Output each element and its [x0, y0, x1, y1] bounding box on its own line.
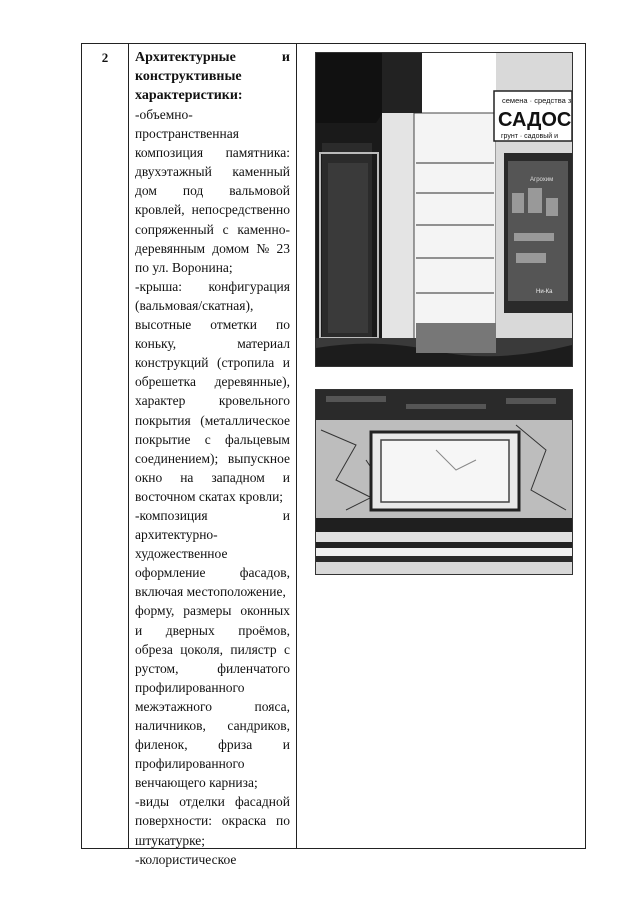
text-word: двухэтажный: [135, 164, 212, 180]
text-word: штукатурке;: [135, 832, 206, 848]
text-word: памятника:: [225, 145, 290, 161]
text-line: [135, 181, 290, 200]
characteristics-table: [81, 43, 586, 867]
text-word: художественное: [135, 546, 228, 562]
text-line: [135, 67, 290, 86]
text-word: -колористическое: [135, 851, 237, 867]
sign-main-text: САДОС: [498, 109, 572, 131]
text-word: форму,: [135, 603, 175, 619]
text-line: [135, 640, 290, 659]
text-line: [135, 143, 290, 162]
text-line: [135, 411, 290, 430]
text-word: Архитектурные: [135, 50, 236, 65]
facade-photo: [315, 52, 573, 367]
text-line: [135, 372, 290, 391]
text-word: отметки: [210, 317, 257, 333]
text-word: покрытие: [135, 431, 191, 447]
text-line: [135, 200, 290, 219]
text-word: по: [276, 813, 290, 829]
text-word: деревянные),: [214, 374, 290, 390]
text-word: фриза: [218, 737, 253, 753]
text-word: с: [204, 431, 211, 447]
text-line: [135, 506, 290, 525]
text-word: и: [282, 355, 290, 371]
text-word: окно: [135, 469, 163, 485]
text-word: под: [182, 183, 204, 199]
section-heading: [135, 48, 290, 105]
text-line: [135, 601, 290, 620]
text-word: архитектурно-: [135, 527, 218, 543]
text-line: [135, 831, 290, 850]
text-word: профилированного: [135, 679, 245, 695]
text-line: [135, 735, 290, 754]
text-word: оформление: [135, 565, 206, 581]
description-text: [135, 105, 290, 869]
row-number: 2: [82, 44, 129, 848]
text-word: дом: [135, 183, 157, 199]
text-word: восточном скатах кровли;: [135, 488, 284, 504]
text-line: [135, 258, 290, 277]
text-word: домом: [212, 240, 250, 256]
text-word: №: [256, 240, 270, 256]
text-line: [135, 582, 290, 601]
text-word: фасадов,: [239, 565, 290, 581]
text-word: пилястр: [230, 641, 277, 657]
text-word: поверхности:: [135, 813, 212, 829]
text-line: [135, 315, 290, 334]
text-word: и: [135, 622, 143, 638]
sign-bottom-text: грунт · садовый и: [501, 133, 559, 140]
text-word: филенчатого: [217, 660, 290, 676]
text-line: [135, 468, 290, 487]
text-line: [135, 525, 290, 544]
text-word: сандриков,: [227, 718, 290, 733]
text-word: фасадной: [235, 794, 290, 810]
text-word: (вальмовая/скатная),: [135, 297, 254, 313]
text-word: конструкций: [135, 355, 209, 371]
text-line: [135, 239, 290, 258]
text-word: и: [282, 469, 290, 485]
text-word: и: [282, 507, 290, 523]
text-line: [135, 773, 290, 792]
text-word: соединением);: [135, 450, 219, 466]
text-word: коньку,: [135, 336, 177, 352]
text-line: [135, 487, 290, 506]
text-line: [135, 792, 290, 811]
text-word: цоколя,: [180, 641, 223, 657]
text-word: по: [276, 317, 290, 333]
text-word: 23: [276, 240, 290, 256]
text-line: [135, 296, 290, 315]
text-word: конфигурация: [208, 278, 290, 294]
text-word: и: [282, 737, 290, 753]
text-word: материал: [237, 336, 290, 352]
text-word: венчающего карниза;: [135, 775, 258, 791]
text-word: наличников,: [135, 718, 206, 733]
panel-detail-photo: [315, 389, 573, 575]
text-word: -композиция: [135, 507, 208, 523]
text-line: [135, 544, 290, 563]
text-word: межэтажного: [135, 698, 212, 714]
sign-top-text: семена · средства з: [502, 96, 572, 105]
text-word: фальцевым: [225, 431, 290, 447]
window-text-2: Ни-Ка: [536, 289, 553, 295]
text-word: отделки: [179, 794, 225, 810]
text-word: филенок,: [135, 737, 188, 753]
text-word: непосредственно: [191, 202, 290, 218]
text-word: сопряженный: [135, 221, 214, 237]
text-word: покрытия: [135, 412, 191, 428]
text-line: [135, 124, 290, 143]
text-word: обрешетка: [135, 374, 196, 390]
text-word: на: [180, 469, 194, 485]
text-word: дверных: [165, 622, 215, 638]
text-word: -объемно-: [135, 107, 193, 122]
text-line: [135, 621, 290, 640]
text-line: [135, 162, 290, 181]
text-word: с: [283, 641, 290, 657]
text-word: деревянным: [135, 240, 206, 256]
text-line: [135, 48, 290, 67]
text-word: -виды: [135, 794, 170, 810]
text-line: [135, 334, 290, 353]
text-word: кровлей,: [135, 202, 185, 218]
text-word: характеристики:: [135, 88, 243, 103]
window-text-1: Агрохим: [530, 177, 554, 183]
text-word: включая местоположение,: [135, 584, 286, 600]
text-word: по ул. Воронина;: [135, 259, 233, 275]
text-line: [135, 449, 290, 468]
text-word: проёмов,: [238, 622, 290, 638]
text-line: [135, 277, 290, 296]
text-line: [135, 353, 290, 372]
text-word: пояса,: [254, 698, 290, 714]
text-word: окраска: [221, 813, 267, 829]
text-line: [135, 850, 290, 869]
text-word: кровельного: [218, 393, 290, 409]
description-cell: [129, 44, 297, 867]
text-word: высотные: [135, 317, 192, 333]
text-line: [135, 697, 290, 716]
text-line: [135, 678, 290, 697]
text-word: обреза: [135, 641, 173, 657]
text-word: с: [222, 221, 229, 237]
text-word: вальмовой: [229, 183, 290, 199]
text-word: и: [281, 50, 290, 65]
text-word: характер: [135, 393, 186, 409]
text-line: [135, 563, 290, 582]
text-line: [135, 86, 290, 105]
text-line: [135, 430, 290, 449]
text-word: западном: [211, 469, 265, 485]
text-word: профилированного: [135, 756, 245, 772]
text-word: оконных: [240, 603, 290, 619]
text-word: размеры: [183, 603, 232, 619]
text-line: [135, 391, 290, 410]
text-word: (металлическое: [200, 412, 290, 428]
text-word: каменный: [232, 164, 290, 180]
text-word: (стропила: [217, 355, 275, 371]
text-line: [135, 220, 290, 239]
photo-cell: [297, 44, 585, 848]
text-word: пространственная: [135, 126, 239, 142]
text-word: композиция: [135, 145, 204, 161]
text-line: [135, 716, 290, 735]
text-line: [135, 105, 290, 124]
text-line: [135, 754, 290, 773]
text-word: конструктивные: [135, 69, 242, 84]
text-word: -крыша:: [135, 278, 183, 294]
text-line: [135, 659, 290, 678]
text-line: [135, 811, 290, 830]
text-word: выпускное: [227, 450, 290, 466]
text-word: рустом,: [135, 660, 179, 676]
text-word: каменно-: [237, 221, 290, 237]
